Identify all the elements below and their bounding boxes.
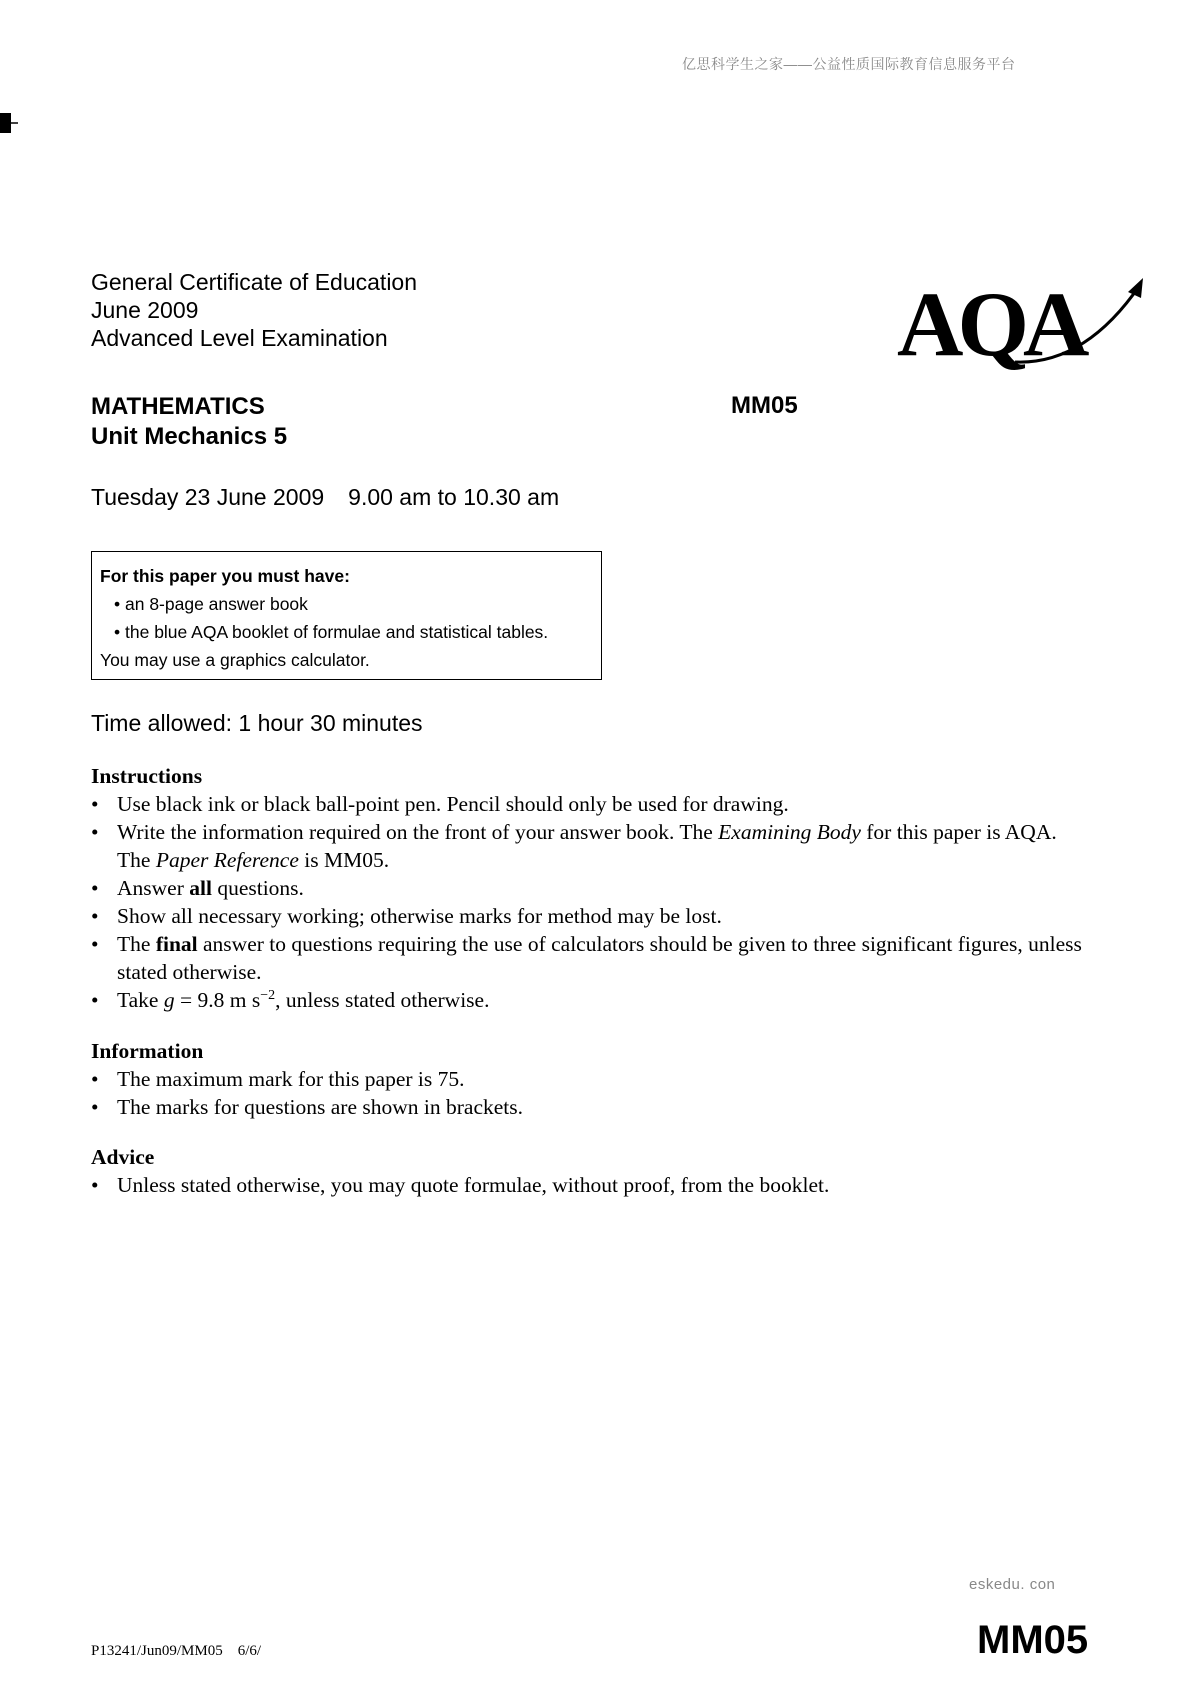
instructions-heading: Instructions <box>91 764 203 788</box>
information-heading: Information <box>91 1039 204 1063</box>
exam-time: 9.00 am to 10.30 am <box>348 484 560 510</box>
watermark-bottom: eskedu. con <box>969 1576 1056 1593</box>
aqa-logo <box>895 270 1155 370</box>
advice-heading: Advice <box>91 1145 155 1169</box>
aqa-logo-text: AQA <box>897 273 1084 370</box>
watermark-top: 亿思科学生之家——公益性质国际教育信息服务平台 <box>682 56 1016 72</box>
exam-datetime <box>91 484 559 511</box>
instruction-item: • Take g = 9.8 m $s^{-2}$, unless stated otherwise. <box>91 986 1091 1014</box>
footer-paper-code: MM05 <box>977 1618 1089 1662</box>
instruction-item: • Use black ink or black ball-point pen. Pencil should only be used for drawing. <box>91 790 1091 818</box>
requirement-item: • the blue AQA booklet of formulae and statistical tables. <box>114 622 549 642</box>
requirements-heading: For this paper you must have: <box>100 566 350 586</box>
requirements-note: You may use a graphics calculator. <box>100 650 370 670</box>
instruction-item: • Show all necessary working; otherwise marks for method may be lost. <box>91 902 1091 930</box>
requirement-item: • an 8-page answer book <box>114 594 308 614</box>
exam-header <box>91 268 417 352</box>
instructions-section <box>91 762 1091 1014</box>
time-allowed: Time allowed: 1 hour 30 minutes <box>91 710 423 736</box>
instruction-item: • Write the information required on the front of your answer book. The Examining Body for this paper is AQA. The Paper Reference is MM05. <box>91 818 1091 874</box>
information-item: • The maximum mark for this paper is 75. <box>91 1065 1091 1093</box>
crop-mark-icon <box>0 108 18 138</box>
advice-section <box>91 1143 1091 1199</box>
instruction-item: • The final answer to questions requiring the use of calculators should be given to three significant figures, unless stated otherwise. <box>91 930 1091 986</box>
session-line: June 2009 <box>91 297 199 323</box>
instruction-item: • Answer all questions. <box>91 874 1091 902</box>
subject-title: MATHEMATICS <box>91 393 265 420</box>
unit-title: Unit Mechanics 5 <box>91 423 288 450</box>
information-section <box>91 1037 1091 1121</box>
certificate-line: General Certificate of Education <box>91 269 418 295</box>
information-item: • The marks for questions are shown in brackets. <box>91 1093 1091 1121</box>
advice-item: • Unless stated otherwise, you may quote formulae, without proof, from the booklet. <box>91 1171 1091 1199</box>
paper-reference: P13241/Jun09/MM05 6/6/ <box>91 1643 262 1659</box>
subject-block <box>91 392 287 452</box>
level-line: Advanced Level Examination <box>91 325 388 351</box>
exam-date: Tuesday 23 June 2009 <box>91 484 325 510</box>
requirements-box <box>91 551 602 680</box>
paper-code: MM05 <box>731 392 798 419</box>
